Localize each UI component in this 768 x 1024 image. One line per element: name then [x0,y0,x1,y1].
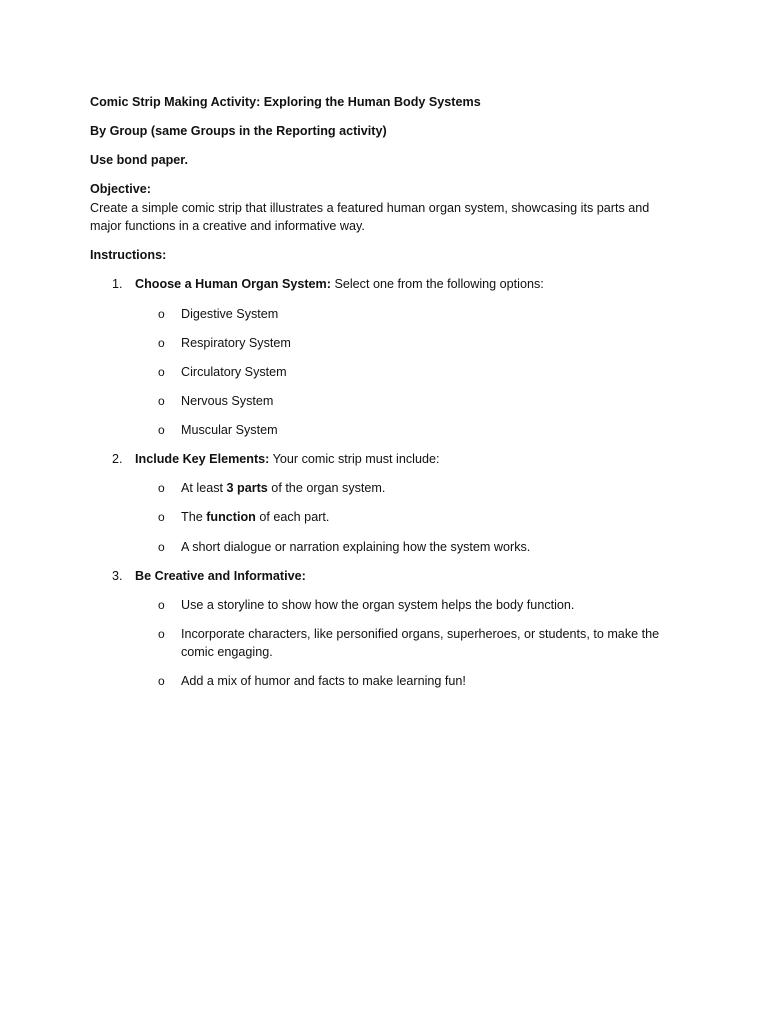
step-1-bold: Choose a Human Organ System: [135,277,331,291]
bullet-glyph: o [158,627,165,641]
item-bold-text: 3 parts [226,481,268,495]
creative-item-characters-line-1: Incorporate characters, like personified organs, superheroes, or students, to make the [181,627,660,641]
group-line: By Group (same Groups in the Reporting activity) [90,124,387,138]
bullet-glyph: o [158,540,165,554]
bullet-glyph: o [158,423,165,437]
document-title: Comic Strip Making Activity: Exploring the Human Body Systems [90,95,481,109]
step-1-text [135,275,544,293]
step-2-bold: Include Key Elements: [135,452,270,466]
bullet-glyph: o [158,674,165,688]
step-2-rest: Your comic strip must include: [269,452,440,466]
element-item-function [181,508,329,526]
option-muscular: Muscular System [181,423,278,437]
element-item-dialogue: A short dialogue or narration explaining how the system works. [181,540,531,554]
objective-text-line-2: major functions in a creative and informative way. [90,219,365,233]
option-circulatory: Circulatory System [181,365,287,379]
option-digestive: Digestive System [181,307,279,321]
item-text: At least [181,481,227,495]
creative-item-humor: Add a mix of humor and facts to make learning fun! [181,674,466,688]
bullet-glyph: o [158,598,165,612]
step-3-text [135,567,306,585]
objective-heading: Objective: [90,182,151,196]
bullet-glyph: o [158,365,165,379]
item-text: of the organ system. [267,481,386,495]
item-text: of each part. [255,510,330,524]
creative-item-characters-line-2: comic engaging. [181,645,273,659]
instructions-heading: Instructions: [90,248,167,262]
creative-item-storyline: Use a storyline to show how the organ system helps the body function. [181,598,575,612]
step-1-rest: Select one from the following options: [330,277,544,291]
bullet-glyph: o [158,510,165,524]
bullet-glyph: o [158,481,165,495]
step-2-text [135,450,439,468]
bullet-glyph: o [158,307,165,321]
step-number: 3. [112,569,123,583]
item-text: The [181,510,207,524]
option-respiratory: Respiratory System [181,336,291,350]
paper-line: Use bond paper. [90,153,188,167]
element-item-parts [181,479,385,497]
step-3-bold: Be Creative and Informative: [135,569,306,583]
step-number: 2. [112,452,123,466]
bullet-glyph: o [158,336,165,350]
objective-text-line-1: Create a simple comic strip that illustrates a featured human organ system, showcasing its parts and [90,201,650,215]
bullet-glyph: o [158,394,165,408]
option-nervous: Nervous System [181,394,274,408]
step-number: 1. [112,277,123,291]
item-bold-text: function [206,510,256,524]
